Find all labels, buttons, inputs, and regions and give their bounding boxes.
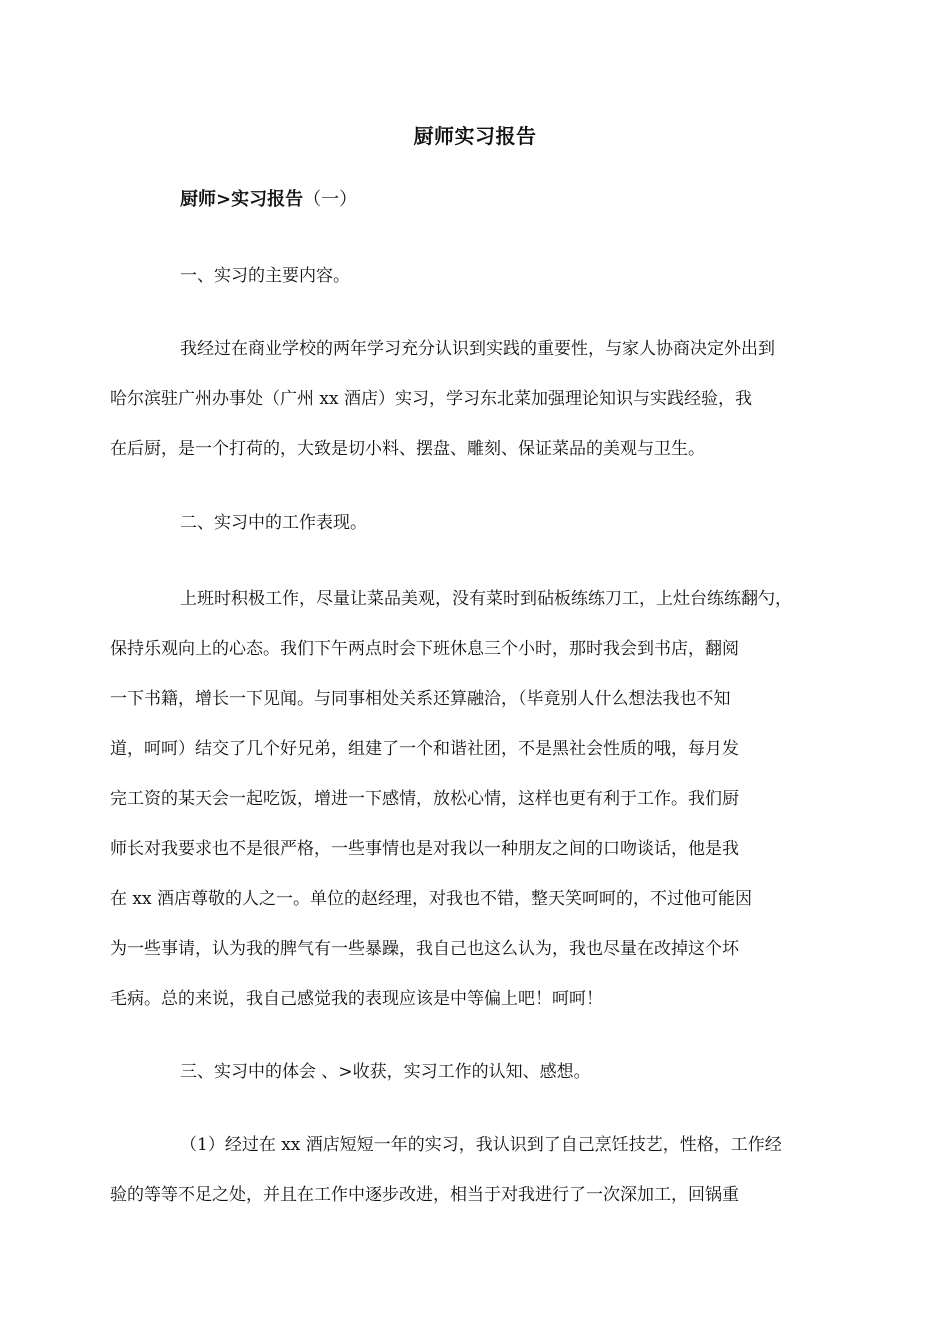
paragraph-line: 一下书籍，增长一下见闻。与同事相处关系还算融洽，（毕竟别人什么想法我也不知: [110, 689, 731, 709]
paragraph-line: 为一些事请，认为我的脾气有一些暴躁，我自己也这么认为，我也尽量在改掉这个坏: [110, 939, 739, 959]
paragraph-line: 在后厨，是一个打荷的，大致是切小料、摆盘、雕刻、保证菜品的美观与卫生。: [110, 439, 705, 459]
section3-heading: 三、实习中的体会 、>收获，实习工作的认知、感想。: [180, 1062, 591, 1082]
paragraph-line: 哈尔滨驻广州办事处（广州 xx 酒店）实习，学习东北菜加强理论知识与实践经验，我: [110, 389, 752, 409]
paragraph-line: 师长对我要求也不是很严格，一些事情也是对我以一种朋友之间的口吻谈话，他是我: [110, 839, 739, 859]
paragraph-line: 毛病。总的来说，我自己感觉我的表现应该是中等偏上吧！呵呵！: [110, 989, 603, 1009]
report-subtitle-text: 厨师>实习报告: [180, 189, 304, 210]
document-title: 厨师实习报告: [413, 124, 537, 148]
paragraph-line: 验的等等不足之处，并且在工作中逐步改进，相当于对我进行了一次深加工，回锅重: [110, 1185, 739, 1205]
report-subtitle: [180, 184, 357, 216]
report-subtitle-number: （一）: [303, 189, 358, 210]
section1-paragraph: [110, 324, 805, 474]
section3-paragraph: [110, 1120, 805, 1220]
paragraph-line: 保持乐观向上的心态。我们下午两点时会下班休息三个小时，那时我会到书店，翻阅: [110, 639, 739, 659]
section2-paragraph: [110, 574, 805, 1024]
paragraph-line: 道，呵呵）结交了几个好兄弟，组建了一个和谐社团，不是黑社会性质的哦，每月发: [110, 739, 739, 759]
section2-heading: 二、实习中的工作表现。: [180, 513, 367, 533]
paragraph-line: 上班时积极工作，尽量让菜品美观，没有菜时到砧板练练刀工，上灶台练练翻勺，: [180, 589, 792, 609]
section1-heading: 一、实习的主要内容。: [180, 266, 350, 286]
paragraph-line: 完工资的某天会一起吃饭，增进一下感情，放松心情，这样也更有利于工作。我们厨: [110, 789, 739, 809]
paragraph-line: 在 xx 酒店尊敬的人之一。单位的赵经理，对我也不错，整天笑呵呵的，不过他可能因: [110, 889, 752, 909]
paragraph-line: （1）经过在 xx 酒店短短一年的实习，我认识到了自己烹饪技艺，性格，工作经: [180, 1135, 782, 1155]
paragraph-line: 我经过在商业学校的两年学习充分认识到实践的重要性，与家人协商决定外出到: [180, 339, 775, 359]
